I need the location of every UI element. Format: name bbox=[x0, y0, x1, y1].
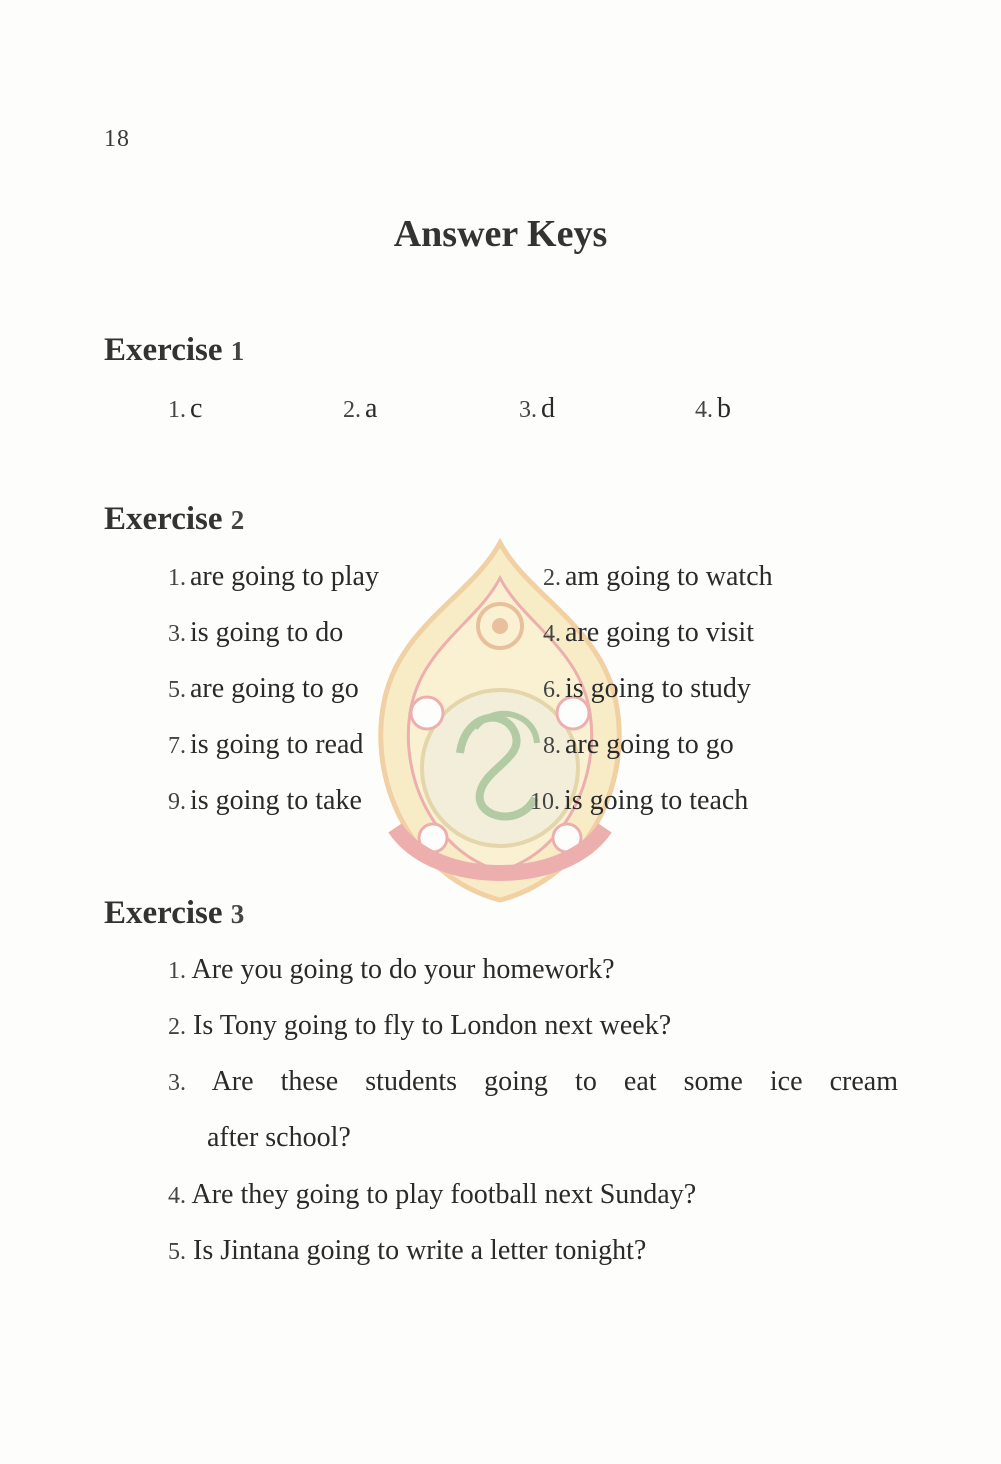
exercise-2-item bbox=[168, 729, 363, 761]
exercise-1-item bbox=[519, 393, 555, 425]
item-answer: am going to watch bbox=[565, 561, 773, 592]
seal-watermark-icon bbox=[355, 538, 645, 908]
exercise-3-item bbox=[168, 1066, 898, 1098]
item-number: 3. bbox=[168, 1070, 186, 1096]
item-answer: Is Tony going to fly to London next week? bbox=[193, 1010, 672, 1041]
item-answer: are going to go bbox=[565, 729, 734, 760]
item-number: 7. bbox=[168, 733, 186, 759]
item-answer: is going to do bbox=[190, 617, 344, 648]
item-number: 2. bbox=[168, 1014, 186, 1040]
item-number: 2. bbox=[343, 397, 361, 423]
exercise-2-item bbox=[543, 729, 734, 761]
exercise-2-heading-text: Exercise bbox=[104, 501, 223, 537]
item-answer: Are they going to play football next Sunday? bbox=[191, 1179, 697, 1210]
exercise-1-heading-text: Exercise bbox=[104, 332, 223, 368]
item-answer: is going to teach bbox=[564, 785, 749, 816]
exercise-1-item bbox=[168, 393, 202, 425]
exercise-3-item bbox=[168, 1010, 671, 1042]
item-number: 5. bbox=[168, 1239, 186, 1265]
item-number: 6. bbox=[543, 677, 561, 703]
exercise-2-item bbox=[168, 785, 362, 817]
item-answer: is going to take bbox=[190, 785, 362, 816]
item-number: 9. bbox=[168, 789, 186, 815]
exercise-3-item-continuation: after school? bbox=[207, 1122, 351, 1153]
item-number: 4. bbox=[695, 397, 713, 423]
exercise-3-item bbox=[168, 1235, 646, 1267]
exercise-2-heading-number: 2 bbox=[230, 505, 245, 535]
item-number: 4. bbox=[543, 621, 561, 647]
exercise-3-item bbox=[168, 954, 615, 986]
item-answer: are going to go bbox=[190, 673, 359, 704]
item-number: 3. bbox=[519, 397, 537, 423]
exercise-1-item bbox=[343, 393, 377, 425]
exercise-3-heading bbox=[104, 895, 244, 932]
item-answer: Are you going to do your homework? bbox=[191, 954, 615, 985]
item-answer: is going to study bbox=[565, 673, 751, 704]
page-title: Answer Keys bbox=[393, 213, 608, 255]
exercise-2-heading bbox=[104, 501, 244, 538]
exercise-2-item bbox=[543, 673, 751, 705]
exercise-3-heading-text: Exercise bbox=[104, 895, 223, 931]
item-answer: d bbox=[541, 393, 555, 424]
item-answer: c bbox=[190, 393, 203, 424]
item-number: 4. bbox=[168, 1183, 186, 1209]
item-answer: is going to read bbox=[190, 729, 364, 760]
item-answer: a bbox=[365, 393, 378, 424]
exercise-1-heading-number: 1 bbox=[230, 336, 245, 366]
exercise-2-item bbox=[168, 561, 379, 593]
item-answer: Are these students going to eat some ice cream bbox=[211, 1066, 898, 1097]
item-number: 10. bbox=[530, 789, 560, 815]
item-answer: b bbox=[717, 393, 731, 424]
item-number: 5. bbox=[168, 677, 186, 703]
exercise-3-item bbox=[168, 1179, 696, 1211]
exercise-2-item bbox=[543, 617, 754, 649]
item-number: 1. bbox=[168, 565, 186, 591]
item-number: 1. bbox=[168, 958, 186, 984]
item-number: 3. bbox=[168, 621, 186, 647]
item-number: 2. bbox=[543, 565, 561, 591]
item-answer: are going to visit bbox=[565, 617, 754, 648]
exercise-2-item bbox=[530, 785, 748, 817]
exercise-1-heading bbox=[104, 332, 244, 369]
page-number: 18 bbox=[104, 126, 130, 152]
exercise-2-item bbox=[168, 673, 359, 705]
exercise-3-heading-number: 3 bbox=[230, 899, 245, 929]
item-answer: Is Jintana going to write a letter tonight? bbox=[193, 1235, 647, 1266]
item-number: 8. bbox=[543, 733, 561, 759]
item-number: 1. bbox=[168, 397, 186, 423]
exercise-1-item bbox=[695, 393, 731, 425]
exercise-2-item bbox=[543, 561, 773, 593]
item-answer: are going to play bbox=[190, 561, 379, 592]
exercise-2-item bbox=[168, 617, 343, 649]
